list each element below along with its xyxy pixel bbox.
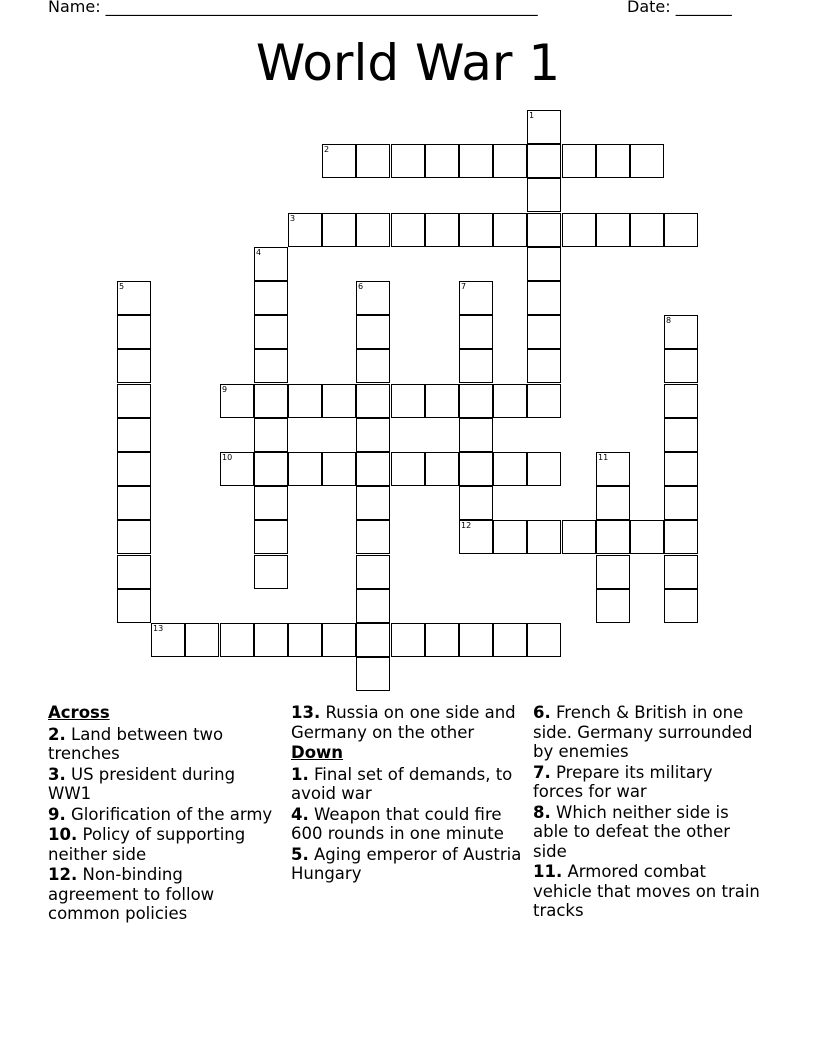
grid-cell[interactable] [562, 213, 596, 247]
grid-cell[interactable] [220, 452, 254, 486]
clue-text: Weapon that could fire 600 rounds in one minute [291, 804, 504, 843]
grid-cell[interactable] [459, 315, 493, 349]
grid-cell[interactable] [356, 349, 390, 383]
grid-cell[interactable] [254, 418, 288, 452]
cell-number: 2 [324, 145, 330, 154]
date-field-label: Date: _______ [627, 0, 732, 16]
cell-number: 6 [358, 282, 364, 291]
grid-cell[interactable] [527, 178, 561, 212]
clue-number: 4. [291, 804, 309, 824]
clue-number: 7. [533, 762, 551, 782]
grid-cell[interactable] [356, 418, 390, 452]
grid-cell[interactable] [527, 349, 561, 383]
grid-cell[interactable] [356, 657, 390, 691]
grid-cell[interactable] [322, 452, 356, 486]
grid-cell[interactable] [664, 555, 698, 589]
clue-text: French & British in one side. Germany surrounded by enemies [533, 703, 753, 761]
grid-cell[interactable] [254, 520, 288, 554]
clue-number: 1. [291, 764, 309, 784]
grid-cell[interactable] [630, 213, 664, 247]
grid-cell[interactable] [596, 589, 630, 623]
down-clue-4 [291, 805, 526, 844]
clue-text: US president during WW1 [48, 764, 236, 803]
grid-cell[interactable] [117, 520, 151, 554]
grid-cell[interactable] [356, 520, 390, 554]
clue-text: Aging emperor of Austria Hungary [291, 844, 522, 883]
grid-cell[interactable] [493, 213, 527, 247]
clue-text: Russia on one side and Germany on the other [291, 703, 516, 742]
grid-cell[interactable] [664, 315, 698, 349]
grid-cell[interactable] [527, 520, 561, 554]
grid-cell[interactable] [356, 384, 390, 418]
grid-cell[interactable] [254, 452, 288, 486]
grid-cell[interactable] [664, 213, 698, 247]
grid-cell[interactable] [117, 384, 151, 418]
clue-text: Land between two trenches [48, 724, 224, 763]
grid-cell[interactable] [117, 315, 151, 349]
cell-number: 1 [529, 111, 535, 120]
grid-cell[interactable] [151, 623, 185, 657]
grid-cell[interactable] [596, 555, 630, 589]
grid-cell[interactable] [185, 623, 219, 657]
grid-cell[interactable] [288, 623, 322, 657]
down-clue-11 [533, 862, 763, 921]
grid-cell[interactable] [459, 213, 493, 247]
grid-cell[interactable] [391, 623, 425, 657]
down-clue-6 [533, 703, 763, 762]
grid-cell[interactable] [288, 384, 322, 418]
grid-cell[interactable] [664, 452, 698, 486]
grid-cell[interactable] [596, 213, 630, 247]
grid-cell[interactable] [527, 452, 561, 486]
grid-cell[interactable] [254, 349, 288, 383]
grid-cell[interactable] [220, 384, 254, 418]
clue-number: 2. [48, 724, 66, 744]
grid-cell[interactable] [630, 144, 664, 178]
clue-number: 5. [291, 844, 309, 864]
grid-cell[interactable] [117, 452, 151, 486]
grid-cell[interactable] [493, 144, 527, 178]
grid-cell[interactable] [254, 486, 288, 520]
grid-cell[interactable] [254, 384, 288, 418]
cell-number: 3 [290, 214, 296, 223]
grid-cell[interactable] [527, 384, 561, 418]
grid-cell[interactable] [254, 281, 288, 315]
grid-cell[interactable] [425, 623, 459, 657]
grid-cell[interactable] [596, 486, 630, 520]
grid-cell[interactable] [117, 349, 151, 383]
grid-cell[interactable] [459, 281, 493, 315]
grid-cell[interactable] [459, 452, 493, 486]
cell-number: 12 [461, 521, 472, 530]
grid-cell[interactable] [322, 213, 356, 247]
grid-cell[interactable] [664, 486, 698, 520]
grid-cell[interactable] [117, 486, 151, 520]
across-clue-9 [48, 805, 278, 825]
grid-cell[interactable] [288, 213, 322, 247]
grid-cell[interactable] [459, 349, 493, 383]
grid-cell[interactable] [459, 144, 493, 178]
grid-cell[interactable] [459, 384, 493, 418]
grid-cell[interactable] [596, 144, 630, 178]
cell-number: 4 [256, 248, 262, 257]
clue-text: Armored combat vehicle that moves on train tracks [533, 862, 760, 920]
cell-number: 8 [666, 316, 672, 325]
clue-text: Final set of demands, to avoid war [291, 764, 513, 803]
grid-cell[interactable] [493, 623, 527, 657]
grid-cell[interactable] [356, 144, 390, 178]
across-clue-3 [48, 765, 278, 804]
grid-cell[interactable] [356, 281, 390, 315]
name-field-label: Name: ______________________________________________________ [48, 0, 538, 16]
grid-cell[interactable] [459, 418, 493, 452]
grid-cell[interactable] [493, 520, 527, 554]
grid-cell[interactable] [356, 452, 390, 486]
grid-cell[interactable] [117, 281, 151, 315]
clue-text: Glorification of the army [71, 804, 273, 824]
cell-number: 10 [222, 453, 233, 462]
grid-cell[interactable] [322, 144, 356, 178]
clue-text: Non-binding agreement to follow common policies [48, 865, 215, 923]
grid-cell[interactable] [562, 520, 596, 554]
grid-cell[interactable] [254, 555, 288, 589]
grid-cell[interactable] [220, 623, 254, 657]
grid-cell[interactable] [254, 247, 288, 281]
grid-cell[interactable] [356, 486, 390, 520]
grid-cell[interactable] [425, 384, 459, 418]
grid-cell[interactable] [254, 623, 288, 657]
grid-cell[interactable] [288, 452, 322, 486]
across-clue-13 [291, 703, 526, 742]
grid-cell[interactable] [527, 144, 561, 178]
clue-text: Prepare its military forces for war [533, 762, 713, 801]
down-clue-7 [533, 763, 763, 802]
grid-cell[interactable] [356, 589, 390, 623]
cell-number: 7 [461, 282, 467, 291]
grid-cell[interactable] [425, 452, 459, 486]
grid-cell[interactable] [527, 110, 561, 144]
grid-cell[interactable] [425, 213, 459, 247]
grid-cell[interactable] [425, 144, 459, 178]
grid-cell[interactable] [322, 623, 356, 657]
grid-cell[interactable] [596, 452, 630, 486]
clue-number: 3. [48, 764, 66, 784]
down-clue-1 [291, 765, 526, 804]
grid-cell[interactable] [356, 315, 390, 349]
across-clue-12 [48, 865, 278, 924]
grid-cell[interactable] [322, 384, 356, 418]
cell-number: 11 [598, 453, 609, 462]
clue-number: 13. [291, 703, 321, 722]
across-clue-2 [48, 725, 278, 764]
grid-cell[interactable] [117, 555, 151, 589]
down-clue-5 [291, 845, 526, 884]
clue-column-3 [533, 703, 763, 922]
grid-cell[interactable] [356, 623, 390, 657]
grid-cell[interactable] [391, 213, 425, 247]
grid-cell[interactable] [664, 589, 698, 623]
grid-cell[interactable] [459, 486, 493, 520]
grid-cell[interactable] [527, 315, 561, 349]
down-heading: Down [291, 743, 344, 762]
grid-cell[interactable] [664, 520, 698, 554]
cell-number: 13 [153, 624, 164, 633]
clue-number: 10. [48, 825, 78, 844]
grid-cell[interactable] [493, 452, 527, 486]
grid-cell[interactable] [117, 418, 151, 452]
grid-cell[interactable] [493, 384, 527, 418]
grid-cell[interactable] [254, 315, 288, 349]
clue-column-1 [48, 703, 278, 925]
grid-cell[interactable] [527, 213, 561, 247]
clue-number: 8. [533, 802, 551, 822]
grid-cell[interactable] [117, 589, 151, 623]
grid-cell[interactable] [391, 144, 425, 178]
clue-text: Policy of supporting neither side [48, 825, 246, 864]
grid-cell[interactable] [596, 520, 630, 554]
grid-cell[interactable] [356, 555, 390, 589]
clue-text: Which neither side is able to defeat the other side [533, 802, 731, 861]
clue-number: 12. [48, 865, 78, 884]
cell-number: 5 [119, 282, 125, 291]
clue-column-2 [291, 703, 526, 885]
grid-cell[interactable] [527, 623, 561, 657]
across-heading: Across [48, 703, 110, 722]
across-clue-10 [48, 825, 278, 864]
grid-cell[interactable] [527, 281, 561, 315]
grid-cell[interactable] [356, 213, 390, 247]
grid-cell[interactable] [391, 452, 425, 486]
grid-cell[interactable] [527, 247, 561, 281]
down-clue-8 [533, 803, 763, 862]
clue-number: 11. [533, 862, 563, 881]
grid-cell[interactable] [630, 520, 664, 554]
grid-cell[interactable] [664, 384, 698, 418]
grid-cell[interactable] [562, 144, 596, 178]
clue-number: 9. [48, 804, 66, 824]
page-title: World War 1 [255, 34, 561, 92]
cell-number: 9 [222, 385, 228, 394]
grid-cell[interactable] [459, 520, 493, 554]
grid-cell[interactable] [664, 349, 698, 383]
grid-cell[interactable] [459, 623, 493, 657]
clue-number: 6. [533, 703, 551, 722]
grid-cell[interactable] [391, 384, 425, 418]
grid-cell[interactable] [664, 418, 698, 452]
